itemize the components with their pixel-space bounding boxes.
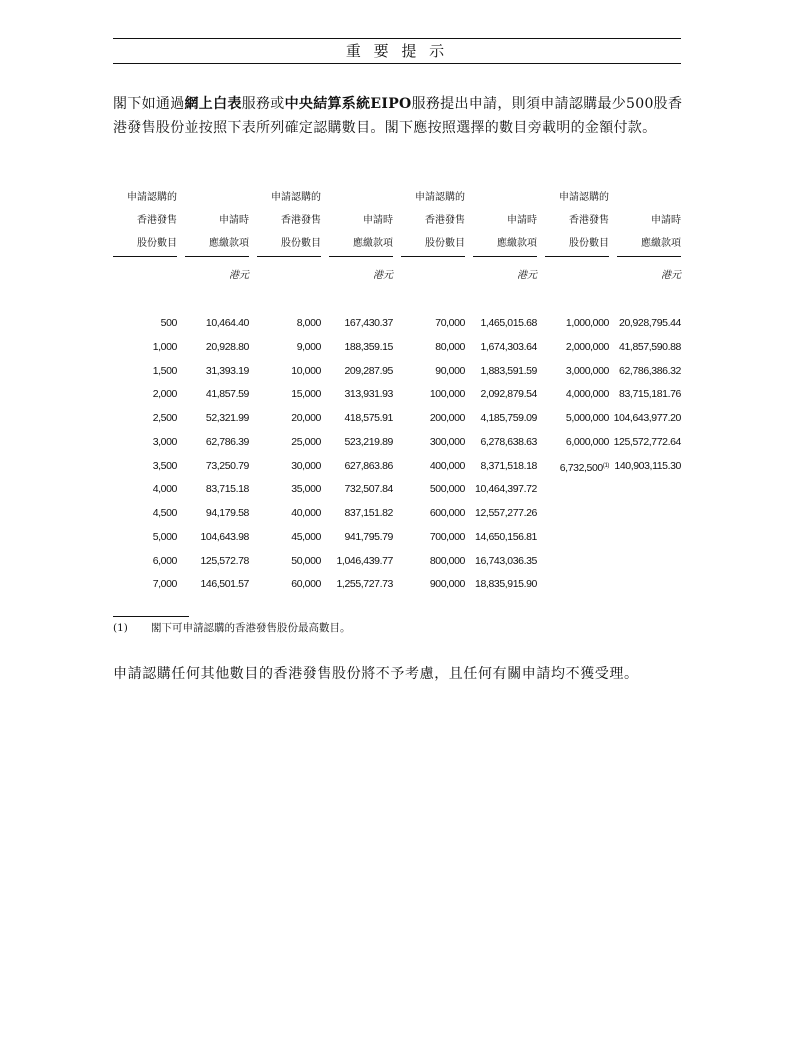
amount-cell: 14,650,156.81 (475, 530, 537, 543)
shares-value: 3,500 (152, 459, 177, 472)
footnote-number: (1) (113, 622, 128, 634)
shares-value: 25,000 (291, 435, 321, 448)
amount-header-rule (617, 256, 681, 257)
amount-cell: 313,931.93 (344, 388, 393, 401)
amount-header (601, 209, 681, 255)
amount-cell: 16,743,036.35 (475, 554, 537, 567)
shares-header-line: 香港發售 (137, 215, 177, 226)
amount-cell: 104,643,977.20 (613, 412, 681, 424)
shares-value: 2,000,000 (565, 340, 609, 353)
shares-value: 2,500 (152, 412, 177, 424)
amount-header-line: 申請時 (651, 215, 681, 226)
amount-cell: 31,393.19 (205, 364, 249, 377)
amount-cell: 732,507.84 (344, 483, 393, 496)
amount-header-line: 申請時 (363, 215, 393, 226)
amount-header (457, 209, 537, 255)
shares-value: 7,000 (152, 578, 177, 591)
shares-header-line: 香港發售 (425, 215, 465, 226)
amount-cell: 125,572,772.64 (613, 435, 681, 448)
amount-cell: 418,575.91 (344, 412, 393, 424)
shares-value: 3,000,000 (565, 364, 609, 377)
amount-header-rule (473, 256, 537, 257)
shares-header (241, 186, 321, 255)
shares-header-rule (401, 256, 465, 257)
shares-header-line: 香港發售 (569, 215, 609, 226)
shares-value: 800,000 (429, 554, 465, 567)
shares-value: 300,000 (429, 435, 465, 448)
amount-cell: 20,928,795.44 (619, 317, 681, 329)
amount-header-line: 應繳款項 (353, 238, 393, 249)
shares-header-line: 股份數目 (425, 238, 465, 249)
shares-value: 35,000 (291, 483, 321, 496)
shares-value: 700,000 (429, 530, 465, 543)
shares-value: 1,500 (152, 364, 177, 377)
shares-header-rule (257, 256, 321, 257)
shares-value: 6,000 (152, 554, 177, 567)
shares-value: 5,000 (152, 530, 177, 543)
amount-cell: 167,430.37 (344, 317, 393, 329)
shares-value: 1,000 (152, 340, 177, 353)
amount-cell: 188,359.15 (344, 340, 393, 353)
shares-header-line: 申請認購的 (271, 192, 321, 203)
shares-value: 15,000 (291, 388, 321, 401)
shares-value: 1,000,000 (565, 317, 609, 329)
footnote (113, 620, 351, 636)
header-top-rule (113, 38, 681, 39)
intro-text-3: 服務提出申請，則須申請認購最少500股香港發售股份並按照下表所列確定認購數目。閣下應按照選擇的數目旁載明的金額付款。 (113, 96, 683, 136)
amount-cell: 1,465,015.68 (480, 317, 537, 329)
shares-value: 40,000 (291, 507, 321, 519)
shares-value: 50,000 (291, 554, 321, 567)
amount-cell: 1,674,303.64 (480, 340, 537, 353)
shares-value: 2,000 (152, 388, 177, 401)
shares-header (97, 186, 177, 255)
amount-cell: 4,185,759.09 (480, 412, 537, 424)
amount-cell: 104,643.98 (200, 530, 249, 543)
shares-value: 30,000 (291, 459, 321, 472)
shares-header-line: 股份數目 (137, 238, 177, 249)
shares-value: 6,000,000 (565, 435, 609, 448)
page-title: 重 要 提 示 (345, 42, 449, 60)
intro-bold-ccass-eipo: 中央結算系統EIPO (284, 96, 412, 112)
shares-value: 4,000,000 (565, 388, 609, 401)
amount-cell: 837,151.82 (344, 507, 393, 519)
amount-header (313, 209, 393, 255)
amount-cell: 1,046,439.77 (336, 554, 393, 567)
amount-cell: 73,250.79 (205, 459, 249, 472)
currency-unit: 港元 (229, 270, 249, 281)
amount-cell: 125,572.78 (200, 554, 249, 567)
shares-header-line: 申請認購的 (127, 192, 177, 203)
amount-cell: 2,092,879.54 (480, 388, 537, 401)
amount-header-line: 應繳款項 (497, 238, 537, 249)
shares-value: 45,000 (291, 530, 321, 543)
amount-cell: 209,287.95 (344, 364, 393, 377)
currency-unit: 港元 (373, 270, 393, 281)
amount-cell: 94,179.58 (205, 507, 249, 519)
amount-cell: 140,903,115.30 (614, 459, 681, 472)
shares-value: 3,000 (152, 435, 177, 448)
shares-header-rule (113, 256, 177, 257)
shares-header-line: 申請認購的 (559, 192, 609, 203)
footnote-text: 閣下可申請認購的香港發售股份最高數目。 (151, 622, 351, 634)
amount-header-line: 申請時 (507, 215, 537, 226)
amount-header-line: 申請時 (219, 215, 249, 226)
shares-header-line: 申請認購的 (415, 192, 465, 203)
shares-header (529, 186, 609, 255)
shares-value: 900,000 (429, 578, 465, 591)
amount-cell: 18,835,915.90 (475, 578, 537, 591)
shares-value: 80,000 (435, 340, 465, 353)
amount-cell: 41,857,590.88 (619, 340, 681, 353)
amount-cell: 6,278,638.63 (480, 435, 537, 448)
shares-header-line: 香港發售 (281, 215, 321, 226)
amount-cell: 1,255,727.73 (336, 578, 393, 591)
amount-cell: 8,371,518.18 (480, 459, 537, 472)
shares-header-line: 股份數目 (569, 238, 609, 249)
amount-cell: 41,857.59 (205, 388, 249, 401)
currency-unit: 港元 (661, 270, 681, 281)
currency-unit: 港元 (517, 270, 537, 281)
intro-paragraph (113, 92, 683, 140)
closing-paragraph: 申請認購任何其他數目的香港發售股份將不予考慮，且任何有關申請均不獲受理。 (113, 666, 639, 682)
footnote-marker: (1) (602, 462, 609, 469)
shares-value: 9,000 (296, 340, 321, 353)
amount-cell: 12,557,277.26 (475, 507, 537, 519)
shares-value: 4,500 (152, 507, 177, 519)
shares-value: 20,000 (291, 412, 321, 424)
amount-cell: 83,715.18 (205, 483, 249, 496)
header-bottom-rule (113, 63, 681, 64)
shares-value: 60,000 (291, 578, 321, 591)
amount-header-rule (329, 256, 393, 257)
shares-value: 600,000 (429, 507, 465, 519)
amount-cell: 62,786.39 (205, 435, 249, 448)
footnote-rule (113, 616, 189, 617)
shares-value: 100,000 (429, 388, 465, 401)
amount-cell: 10,464.40 (205, 317, 249, 329)
amount-cell: 10,464,397.72 (475, 483, 537, 496)
shares-value: 10,000 (291, 364, 321, 377)
shares-value: 70,000 (435, 317, 465, 329)
shares-value: 5,000,000 (565, 412, 609, 424)
amount-column (581, 312, 681, 478)
shares-value: 500,000 (429, 483, 465, 496)
shares-value: 4,000 (152, 483, 177, 496)
amount-cell: 1,883,591.59 (480, 364, 537, 377)
shares-value: 400,000 (429, 459, 465, 472)
intro-text-1: 閣下如通過 (113, 96, 185, 112)
shares-value: 200,000 (429, 412, 465, 424)
amount-header-line: 應繳款項 (209, 238, 249, 249)
shares-value: 90,000 (435, 364, 465, 377)
amount-cell: 83,715,181.76 (619, 388, 681, 401)
intro-text-2: 服務或 (241, 96, 285, 112)
amount-cell: 523,219.89 (344, 435, 393, 448)
amount-header-line: 應繳款項 (641, 238, 681, 249)
shares-value: 6,732,500 (559, 461, 603, 474)
shares-value: 8,000 (296, 317, 321, 329)
intro-bold-white-form: 網上白表 (184, 96, 242, 112)
amount-cell: 941,795.79 (344, 530, 393, 543)
amount-cell: 627,863.86 (344, 459, 393, 472)
amount-header (169, 209, 249, 255)
amount-cell: 52,321.99 (205, 412, 249, 424)
shares-header (385, 186, 465, 255)
amount-cell: 62,786,386.32 (619, 364, 681, 377)
shares-header-line: 股份數目 (281, 238, 321, 249)
shares-header-rule (545, 256, 609, 257)
amount-header-rule (185, 256, 249, 257)
amount-cell: 20,928.80 (205, 340, 249, 353)
shares-value: 500 (160, 317, 177, 329)
amount-cell: 146,501.57 (200, 578, 249, 591)
